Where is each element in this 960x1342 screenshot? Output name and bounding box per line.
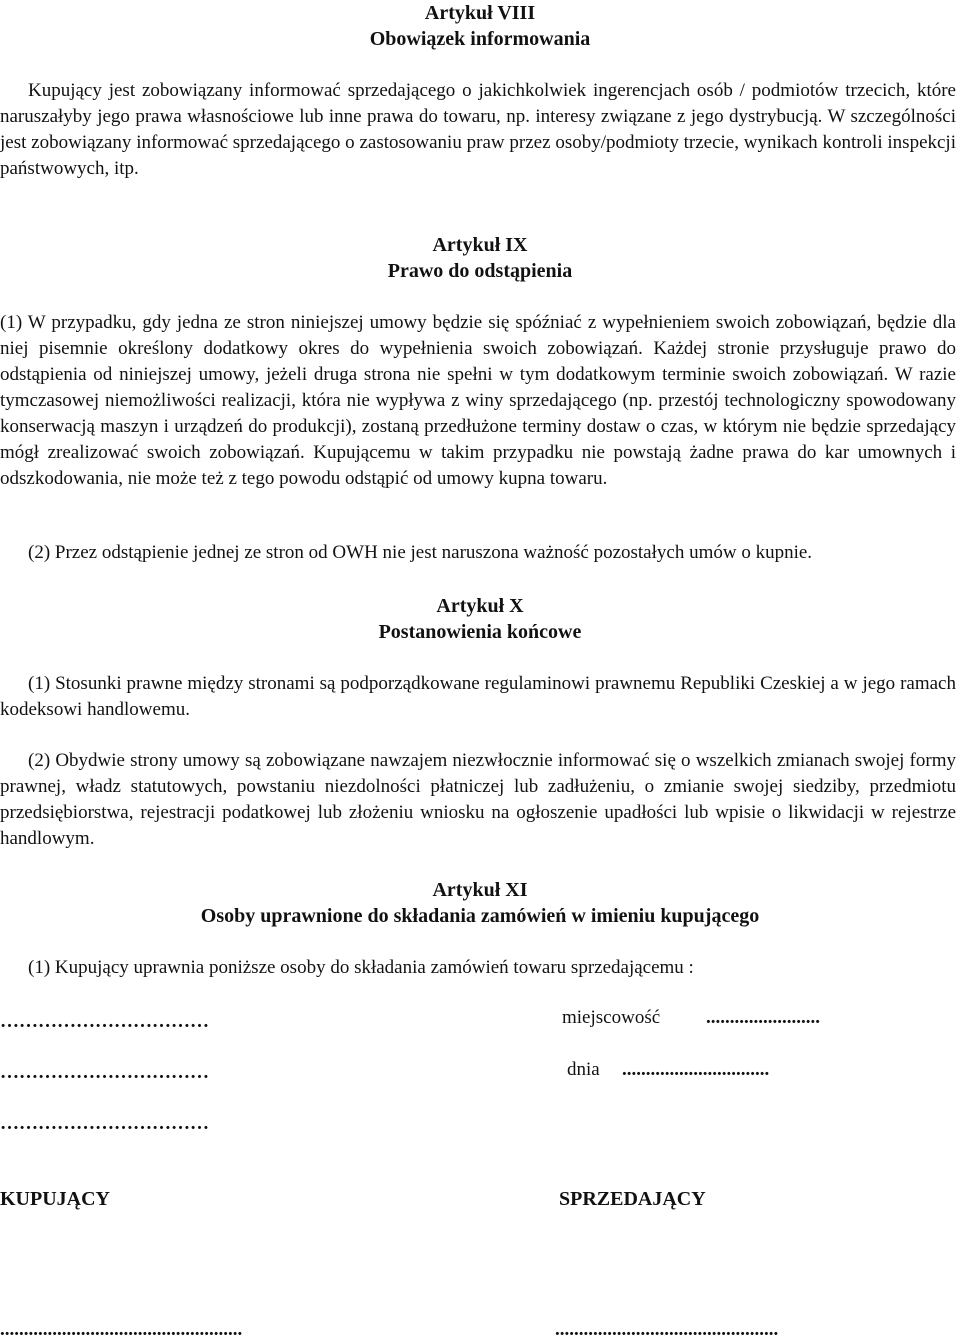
place-label: miejscowość: [562, 1007, 661, 1028]
seller-label: SPRZEDAJĄCY: [559, 1188, 706, 1210]
article-9-title: Artykuł IX: [432, 234, 528, 256]
buyer-label: KUPUJĄCY: [0, 1188, 110, 1210]
article-8-subtitle: Obowiązek informowania: [369, 28, 591, 50]
article-11-subtitle: Osoby uprawnione do składania zamówień w imieniu kupującego: [200, 905, 760, 927]
article-10-heading: [0, 593, 960, 645]
article-8-text: Kupujący jest zobowiązany informować sprzedającego o jakichkolwiek ingerencjach osób / podmiotów trzecich, które naruszałyby jego prawa własnościowe lub inne prawa do towaru, np. interesy związane z jego dystrybucją. W szczególności jest zobowiązany informować sprzedającego o zastosowaniu praw przez osoby/podmioty trzecie, wynikach kontroli inspekcji państwowych, itp.: [0, 80, 956, 179]
article-9-heading: [0, 232, 960, 284]
article-10-paragraph-1: (1) Stosunki prawne między stronami są podporządkowane regulaminowi prawnemu Republiki Czeskiej a w jego ramach kodeksowi handlowemu.: [0, 673, 956, 720]
date-label: dnia: [567, 1059, 600, 1080]
article-8-title: Artykuł VIII: [424, 2, 536, 24]
article-9-paragraph-1: (1) W przypadku, gdy jedna ze stron niniejszej umowy będzie się spóźniać z wypełnieniem swoich zobowiązań, będzie dla niej pisemnie określony dodatkowy okres do wypełnienia swoich zobowiązań. Każdej stronie przysługuje prawo do odstąpienia od niniejszej umowy, jeżeli druga strona nie spełni w tym dodatkowym terminie swoich zobowiązań. W razie tymczasowej niemożliwości realizacji, która nie wypływa z winy sprzedającego (np. przestój technologiczny spowodowany konserwacją maszyn i urządzeń do produkcji), zostaną przedłużone terminy dostaw o czas, w którym nie będzie sprzedający mógł zrealizować swoich zobowiązań. Kupującemu w takim przypadku nie powstają żadne prawa do kar umownych i odszkodowania, nie może też z tego powodu odstąpić od umowy kupna towaru.: [0, 312, 956, 489]
authorized-person-line-3: ……………………………: [0, 1113, 209, 1134]
article-11-heading: [0, 877, 960, 929]
buyer-signature-line: ...................................................: [0, 1319, 243, 1340]
authorized-person-line-1: ……………………………: [0, 1011, 209, 1032]
article-9-subtitle: Prawo do odstąpienia: [387, 260, 573, 282]
article-10-paragraph-2: (2) Obydwie strony umowy są zobowiązane nawzajem niezwłocznie informować się o wszelkich zmianach swojej formy prawnej, władz statutowych, powstaniu niezdolności płatniczej lub zadłużeniu, o zmianie swojej siedziby, przedmiotu przedsiębiorstwa, rejestracji podatkowej lub złożeniu wniosku na ogłoszenie upadłości lub wpisie o likwidacji w rejestrze handlowym.: [0, 750, 956, 849]
article-10-title: Artykuł X: [436, 595, 524, 617]
article-11-title: Artykuł XI: [432, 879, 528, 901]
seller-signature-line: ...............................................: [555, 1319, 779, 1340]
article-11-paragraph-1: (1) Kupujący uprawnia poniższe osoby do składania zamówień towaru sprzedającemu :: [28, 957, 694, 978]
date-value: ...............................: [622, 1059, 770, 1080]
article-8-heading: [0, 0, 960, 52]
authorized-person-line-2: ……………………………: [0, 1062, 209, 1083]
place-value: ........................: [706, 1007, 820, 1028]
article-9-paragraph-2: (2) Przez odstąpienie jednej ze stron od OWH nie jest naruszona ważność pozostałych umów o kupnie.: [28, 542, 813, 563]
article-10-subtitle: Postanowienia końcowe: [378, 621, 582, 643]
